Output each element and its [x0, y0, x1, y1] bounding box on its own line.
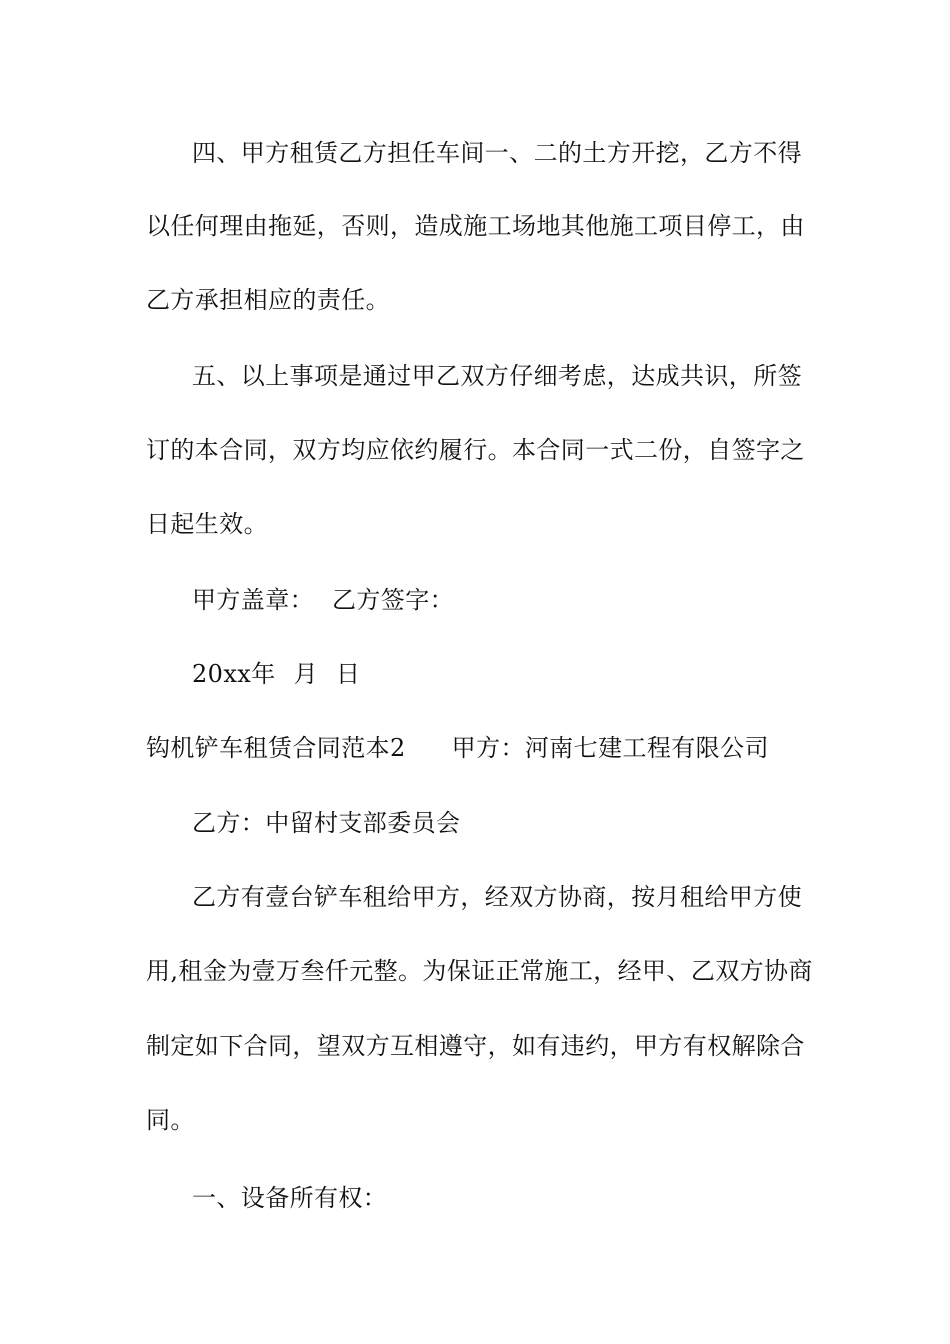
- body-paragraph-line-4: 同。: [146, 1106, 195, 1134]
- template-title: 钩机铲车租赁合同范本2: [146, 734, 406, 762]
- signature-line: [192, 585, 454, 615]
- paragraph-5-line-2: 订的本合同，双方均应依约履行。本合同一式二份，自签字之: [146, 436, 805, 464]
- body-paragraph-line-1: 乙方有壹台铲车租给甲方，经双方协商，按月租给甲方使: [192, 883, 802, 911]
- date-year: 20xx年: [192, 660, 276, 688]
- body-paragraph-line-3: 制定如下合同，望双方互相遵守，如有违约，甲方有权解除合: [146, 1032, 805, 1060]
- party-b-sign-label: 乙方签字：: [332, 586, 454, 614]
- party-a-seal-label: 甲方盖章：: [192, 586, 314, 614]
- paragraph-5-line-3: 日起生效。: [146, 510, 268, 538]
- paragraph-5-line-1: 五、以上事项是通过甲乙双方仔细考虑，达成共识，所签: [192, 362, 802, 390]
- date-month: 月: [293, 660, 319, 688]
- date-line: [192, 659, 360, 689]
- date-day: 日: [336, 660, 361, 688]
- body-paragraph-line-2: 用,租金为壹万叁仟元整。为保证正常施工，经甲、乙双方协商: [146, 957, 813, 985]
- template-heading-line: [146, 733, 769, 763]
- section-heading-equipment-ownership: 一、设备所有权：: [192, 1184, 388, 1212]
- party-a-name: 甲方：河南七建工程有限公司: [451, 734, 769, 762]
- paragraph-4-line-2: 以任何理由拖延，否则，造成施工场地其他施工项目停工，由: [146, 212, 805, 240]
- paragraph-4-line-1: 四、甲方租赁乙方担任车间一、二的土方开挖，乙方不得: [192, 139, 802, 167]
- paragraph-4-line-3: 乙方承担相应的责任。: [146, 286, 390, 314]
- party-b-name: 乙方：中留村支部委员会: [192, 809, 461, 837]
